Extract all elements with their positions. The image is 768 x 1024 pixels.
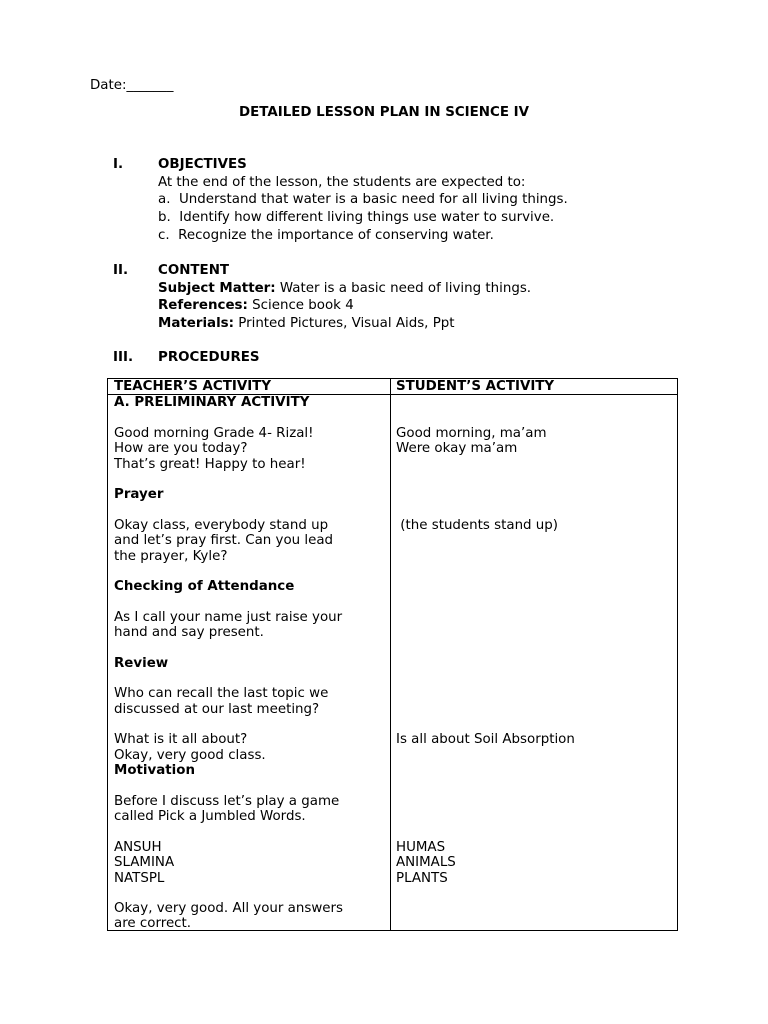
- teacher-line: Okay class, everybody stand up: [114, 518, 329, 533]
- subject-matter-line: [158, 281, 531, 296]
- teacher-line: How are you today?: [114, 441, 248, 456]
- teacher-line: hand and say present.: [114, 625, 264, 640]
- procedures-table: [107, 378, 678, 931]
- teacher-line: As I call your name just raise your: [114, 610, 343, 625]
- references-line: [158, 298, 354, 313]
- document-title: DETAILED LESSON PLAN IN SCIENCE IV: [239, 105, 529, 120]
- section-heading-prayer: Prayer: [114, 487, 164, 502]
- teacher-line: called Pick a Jumbled Words.: [114, 809, 306, 824]
- jumbled-word: NATSPL: [114, 871, 165, 886]
- objective-item: c. Recognize the importance of conserving water.: [158, 228, 494, 243]
- objectives-heading: OBJECTIVES: [158, 157, 247, 172]
- student-answer: PLANTS: [396, 871, 448, 886]
- jumbled-word: ANSUH: [114, 840, 162, 855]
- references-value: Science book 4: [247, 298, 354, 313]
- content-number: II.: [113, 263, 129, 278]
- student-line: Is all about Soil Absorption: [396, 732, 575, 747]
- date-label: Date:_______: [90, 78, 174, 93]
- references-label: References:: [158, 298, 248, 313]
- materials-line: [158, 316, 455, 331]
- materials-label: Materials:: [158, 316, 234, 331]
- student-line: Were okay ma’am: [396, 441, 518, 456]
- teacher-line: Okay, very good class.: [114, 748, 266, 763]
- teacher-line: Good morning Grade 4- Rizal!: [114, 426, 314, 441]
- section-heading-attendance: Checking of Attendance: [114, 579, 295, 594]
- objective-item: a. Understand that water is a basic need for all living things.: [158, 192, 568, 207]
- column-divider: [390, 379, 391, 930]
- student-answer: HUMAS: [396, 840, 446, 855]
- objectives-number: I.: [113, 157, 124, 172]
- subject-matter-label: Subject Matter:: [158, 281, 276, 296]
- teacher-activity-header: TEACHER’S ACTIVITY: [114, 379, 272, 394]
- teacher-line: Who can recall the last topic we: [114, 686, 329, 701]
- teacher-line: and let’s pray first. Can you lead: [114, 533, 334, 548]
- content-heading: CONTENT: [158, 263, 230, 278]
- section-heading-motivation: Motivation: [114, 763, 196, 778]
- objective-item: b. Identify how different living things use water to survive.: [158, 210, 555, 225]
- procedures-number: III.: [113, 350, 134, 365]
- teacher-line: What is it all about?: [114, 732, 248, 747]
- student-line: (the students stand up): [396, 518, 559, 533]
- student-line: Good morning, ma’am: [396, 426, 547, 441]
- teacher-line: Before I discuss let’s play a game: [114, 794, 340, 809]
- section-heading-review: Review: [114, 656, 169, 671]
- teacher-line: discussed at our last meeting?: [114, 702, 320, 717]
- objectives-intro: At the end of the lesson, the students are expected to:: [158, 175, 526, 190]
- materials-value: Printed Pictures, Visual Aids, Ppt: [234, 316, 455, 331]
- student-activity-header: STUDENT’S ACTIVITY: [396, 379, 555, 394]
- procedures-heading: PROCEDURES: [158, 350, 260, 365]
- jumbled-word: SLAMINA: [114, 855, 175, 870]
- section-heading-preliminary: A. PRELIMINARY ACTIVITY: [114, 395, 310, 410]
- teacher-line: the prayer, Kyle?: [114, 549, 228, 564]
- teacher-line: That’s great! Happy to hear!: [114, 457, 306, 472]
- teacher-line: are correct.: [114, 916, 192, 931]
- student-answer: ANIMALS: [396, 855, 456, 870]
- subject-matter-value: Water is a basic need of living things.: [275, 281, 532, 296]
- teacher-line: Okay, very good. All your answers: [114, 901, 344, 916]
